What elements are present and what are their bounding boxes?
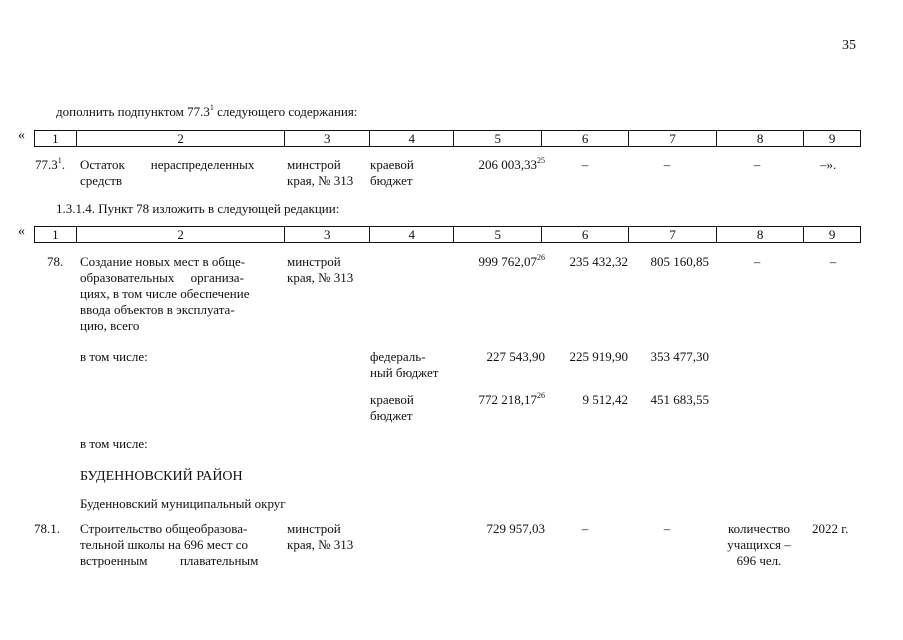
row-77-3-source: краевой бюджет	[370, 157, 414, 188]
col-header-4: 4	[370, 227, 454, 242]
row-78-1-name: Строительство общеобразова- тельной школы на 696 мест со встроенным плавательным	[80, 521, 259, 568]
col-header-6: 6	[542, 227, 629, 242]
reg-col7: 451 683,55	[650, 392, 709, 407]
page-number: 35	[842, 38, 856, 53]
reg-source: краевой бюджет	[370, 392, 414, 423]
col-header-1: 1	[35, 227, 77, 242]
col-header-8: 8	[717, 227, 804, 242]
row-78-1-col5: 729 957,03	[486, 521, 545, 536]
including-label-1: в том числе:	[80, 349, 148, 364]
col-header-1: 1	[35, 131, 77, 146]
col-header-4: 4	[370, 131, 454, 146]
row-78-1-number: 78.1.	[34, 521, 60, 536]
col-header-5: 5	[454, 227, 541, 242]
district-heading: БУДЕННОВСКИЙ РАЙОН	[80, 469, 243, 484]
row-77-3-responsible: минстрой края, № 313	[287, 157, 354, 188]
including-label-2: в том числе:	[80, 436, 148, 451]
intro-main: дополнить подпунктом 77.3	[56, 104, 210, 119]
reg-col6: 9 512,42	[582, 392, 628, 407]
col-header-3: 3	[285, 131, 369, 146]
fed-col7: 353 477,30	[650, 349, 709, 364]
col-header-5: 5	[454, 131, 541, 146]
fed-source: федераль- ный бюджет	[370, 349, 439, 380]
section-instruction: 1.3.1.4. Пункт 78 изложить в следующей редакции:	[56, 201, 340, 216]
col-header-7: 7	[629, 131, 716, 146]
row-77-3-col7: –	[663, 157, 671, 172]
row-77-3-col9: –».	[820, 157, 837, 172]
row-77-3-col6: –	[581, 157, 589, 172]
row-78-responsible: минстрой края, № 313	[287, 254, 354, 285]
row-78-col5: 999 762,07$^{26}$	[478, 253, 545, 269]
row-78-1-responsible: минстрой края, № 313	[287, 521, 354, 552]
row-78-col9: –	[829, 254, 837, 269]
row-77-3-col5: 206 003,33$^{25}$	[478, 156, 545, 172]
row-78-1-col7: –	[663, 521, 671, 536]
col-header-2: 2	[77, 227, 286, 242]
fed-col6: 225 919,90	[569, 349, 628, 364]
row-77-3-col8: –	[753, 157, 761, 172]
col-header-6: 6	[542, 131, 629, 146]
intro-text	[56, 104, 357, 120]
row-77-3-name: Остаток нераспределенных средств	[80, 157, 255, 188]
row-78-col6: 235 432,32	[569, 254, 628, 269]
col-header-3: 3	[285, 227, 369, 242]
row-78-1-col6: –	[581, 521, 589, 536]
column-header-row-2	[34, 226, 861, 243]
quote-mark-1: «	[18, 128, 25, 143]
col-header-7: 7	[629, 227, 716, 242]
intro-tail: следующего содержания:	[213, 104, 358, 119]
row-78-col7: 805 160,85	[650, 254, 709, 269]
col-header-9: 9	[828, 227, 836, 242]
col-header-2: 2	[77, 131, 286, 146]
col-header-9: 9	[828, 131, 836, 146]
okrug-heading: Буденновский муниципальный округ	[80, 496, 286, 511]
row-78-name: Создание новых мест в обще- образовательных организа- циях, в том числе обеспечение ввода объектов в эксплуата- цию, всего	[80, 254, 250, 333]
quote-mark-2: «	[18, 224, 25, 239]
row-78-number: 78.	[47, 254, 64, 269]
reg-col5: 772 218,17$^{26}$	[478, 391, 545, 407]
column-header-row-1	[34, 130, 861, 147]
fed-col5: 227 543,90	[486, 349, 545, 364]
col-header-8: 8	[717, 131, 804, 146]
intro-sup: 1	[209, 103, 214, 112]
row-78-1-col9: 2022 г.	[812, 521, 849, 536]
row-78-col8: –	[753, 254, 761, 269]
row-77-3-number: 77.3$^1$.	[35, 156, 65, 172]
row-78-1-col8: количество учащихся – 696 чел.	[727, 521, 791, 568]
